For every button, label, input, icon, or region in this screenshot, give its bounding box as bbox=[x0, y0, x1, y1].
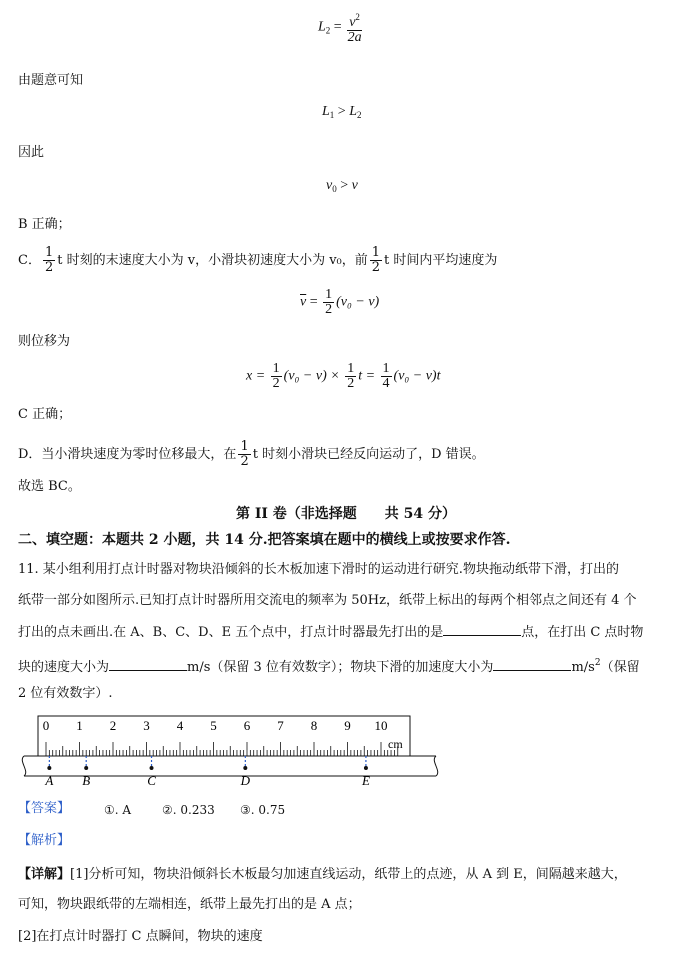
tape-point-label: D bbox=[240, 773, 251, 788]
detail-line3: [2]在打点计时器打 C 点瞬间，物块的速度 bbox=[18, 929, 263, 944]
detail-line1: 【详解】[1]分析可知，物块沿倾斜长木板最匀加速直线运动，纸带上的点迹，从 A 到 E，间隔越来越大， bbox=[18, 867, 627, 882]
answer-blank-1[interactable] bbox=[443, 623, 521, 636]
equation-v0-gt-v: $v_0 > v$ bbox=[326, 178, 358, 194]
equation-x: x = $\frac{1}{2}$ (v₀ − v) × $\frac{1}{2}$ t = $\frac{1}{4}$ (v₀ − v)t bbox=[246, 361, 441, 391]
answer-item-2: ②. 0.233 bbox=[162, 803, 215, 817]
equation-l2: $L_2$ = $\frac{v^2}{2a}$ bbox=[318, 12, 362, 45]
ruler-unit-label: cm bbox=[388, 737, 403, 751]
answer-item-3: ③. 0.75 bbox=[240, 803, 286, 817]
tape-point-dot bbox=[47, 766, 51, 770]
text-yinci: 因此 bbox=[18, 145, 45, 160]
ruler-number: 4 bbox=[176, 718, 184, 733]
tape-point-dot bbox=[150, 766, 154, 770]
ruler-number: 9 bbox=[344, 718, 351, 733]
ruler-number: 7 bbox=[277, 718, 284, 733]
ruler-number: 6 bbox=[243, 718, 251, 733]
analysis-label: 【解析】 bbox=[18, 833, 71, 848]
ruler-number: 10 bbox=[374, 718, 388, 733]
equation-l1-gt-l2: $L_1 > L_2$ bbox=[322, 104, 362, 120]
q11-line1: 11. 某小组利用打点计时器对物块沿倾斜的长木板加速下滑时的运动进行研究.物块拖动纸带下滑，打出的 bbox=[18, 562, 619, 577]
tape-point-label: B bbox=[82, 773, 91, 788]
q11-line3: 打出的点未画出.在 A、B、C、D、E 五个点中，打点计时器最先打出的是 点，在打出 C 点时物 bbox=[18, 625, 644, 640]
ruler-number: 5 bbox=[210, 718, 217, 733]
tape-right-wavy-end bbox=[434, 756, 437, 776]
tape-point-dot bbox=[84, 766, 88, 770]
q11-line4: 块的速度大小为 m/s（保留 3 位有效数字）；物块下滑的加速度大小为 $m/s^2$（保留 bbox=[18, 658, 640, 675]
tape-point-dot bbox=[243, 766, 247, 770]
text-c-option: C． $\frac{1}{2}$ t 时刻的末速度大小为 v，小滑块初速度大小为 v₀，前 $\frac{1}{2}$ t 时间内平均速度为 bbox=[18, 245, 498, 275]
text-c-correct: C 正确； bbox=[18, 407, 72, 422]
detail-line2: 可知，物块跟纸带的左端相连，纸带上最先打出的是 A 点； bbox=[18, 897, 361, 912]
text-weiyi: 则位移为 bbox=[18, 334, 71, 349]
ruler-number: 3 bbox=[143, 718, 150, 733]
text-guxuan: 故选 BC。 bbox=[18, 479, 81, 494]
text-b-correct: B 正确； bbox=[18, 217, 71, 232]
equation-vbar: $\overline{v}$ = $\frac{1}{2}$ (v₀ − v) bbox=[300, 287, 380, 317]
ruler-number: 0 bbox=[42, 718, 50, 733]
answer-blank-2[interactable] bbox=[109, 658, 187, 671]
text-d-option: D．当小滑块速度为零时位移最大，在 $\frac{1}{2}$ t 时刻小滑块已经反向运动了，D 错误。 bbox=[18, 439, 485, 469]
q11-line5: 2 位有效数字）. bbox=[18, 686, 113, 701]
tape-point-label: C bbox=[147, 773, 156, 788]
answer-blank-3[interactable] bbox=[493, 658, 571, 671]
answer-label: 【答案】 bbox=[18, 801, 71, 816]
tape-point-label: A bbox=[45, 773, 54, 788]
q11-line2: 纸带一部分如图所示.已知打点计时器所用交流电的频率为 50Hz，纸带上标出的每两个相邻点之间还有 4 个 bbox=[18, 593, 637, 608]
tape-point-label: E bbox=[361, 773, 370, 788]
ruler-number: 1 bbox=[76, 718, 83, 733]
tape-left-wavy-end bbox=[22, 756, 25, 776]
tape-point-dot bbox=[364, 766, 368, 770]
ruler-number: 8 bbox=[310, 718, 318, 733]
answer-item-1: ①. A bbox=[104, 803, 132, 817]
section-title: 第 II 卷（非选择题 共 54 分） bbox=[235, 506, 457, 522]
text-youtiyi: 由题意可知 bbox=[18, 73, 84, 88]
ruler-tape-figure bbox=[16, 712, 446, 790]
section-two-heading: 二、填空题：本题共 2 小题，共 14 分.把答案填在题中的横线上或按要求作答. bbox=[18, 532, 511, 548]
ruler-number: 2 bbox=[109, 718, 117, 733]
tape-points bbox=[44, 756, 370, 788]
